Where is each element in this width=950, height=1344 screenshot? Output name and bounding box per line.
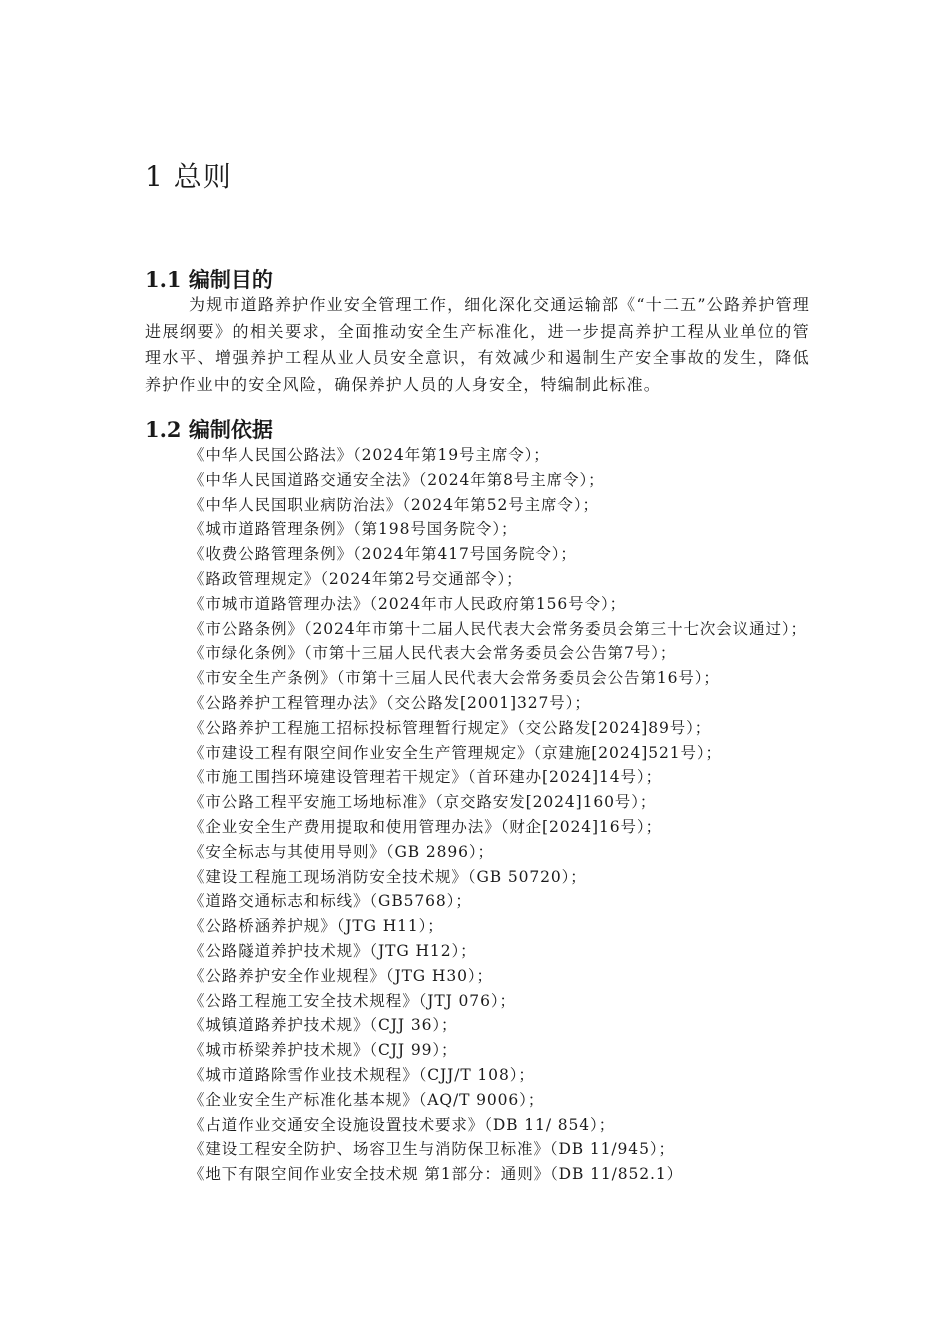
section-title-basis: 1.2 编制依据 — [145, 417, 273, 442]
basis-item: 《公路养护工程管理办法》（交公路发[2001]327号）； — [189, 693, 591, 712]
basis-item: 《收费公路管理条例》（2024年第417号国务院令）； — [189, 545, 577, 564]
basis-item: 《中华人民国道路交通安全法》（2024年第8号主席令）； — [189, 470, 605, 489]
basis-item: 《建设工程施工现场消防安全技术规》（GB 50720）； — [189, 867, 587, 886]
basis-item: 《城市桥梁养护技术规》（CJJ 99）； — [189, 1041, 458, 1060]
basis-item: 《公路隧道养护技术规》（JTG H12）； — [189, 941, 477, 960]
basis-item: 《市安全生产条例》（市第十三届人民代表大会常务委员会公告第16号）； — [189, 669, 720, 688]
basis-item: 《市建设工程有限空间作业安全生产管理规定》（京建施[2024]521号）； — [189, 743, 722, 762]
basis-list — [145, 443, 810, 1187]
basis-item: 《公路工程施工安全技术规程》（JTJ 076）； — [189, 991, 516, 1010]
basis-item: 《安全标志与其使用导则》（GB 2896）； — [189, 842, 494, 861]
basis-item: 《市施工围挡环境建设管理若干规定》（首环建办[2024]14号）； — [189, 768, 662, 787]
chapter-title: 1 总则 — [145, 160, 232, 193]
section-title-purpose: 1.1 编制目的 — [145, 267, 273, 292]
basis-item: 《城市道路管理条例》（第198号国务院令）； — [189, 520, 518, 539]
basis-item: 《城镇道路养护技术规》（CJJ 36）； — [189, 1016, 458, 1035]
basis-item: 《企业安全生产费用提取和使用管理办法》（财企[2024]16号）； — [189, 817, 662, 836]
basis-item: 《市公路工程平安施工场地标准》（京交路安发[2024]160号）； — [189, 793, 657, 812]
basis-item: 《中华人民国职业病防治法》（2024年第52号主席令）； — [189, 495, 599, 514]
basis-item: 《城市道路除雪作业技术规程》（CJJ/T 108）； — [189, 1065, 535, 1084]
basis-item: 《地下有限空间作业安全技术规 第1部分：通则》（DB 11/852.1） — [189, 1165, 684, 1184]
basis-item: 《中华人民国公路法》（2024年第19号主席令）； — [189, 446, 550, 464]
basis-item: 《公路养护安全作业规程》（JTG H30）； — [189, 966, 493, 985]
basis-item: 《建设工程安全防护、场容卫生与消防保卫标准》（DB 11/945）； — [189, 1140, 675, 1159]
basis-item: 《市城市道路管理办法》（2024年市人民政府第156号令）； — [189, 594, 627, 613]
basis-item: 《公路桥涵养护规》（JTG H11）； — [189, 917, 444, 936]
purpose-paragraph: 为规市道路养护作业安全管理工作，细化深化交通运输部《“十二五”公路养护管理进展纲要》的相关要求，全面推动安全生产标准化，进一步提高养护工程从业单位的管理水平、增强养护工程从业人员安全意识，有效减少和遏制生产安全事故的发生，降低养护作业中的安全风险，确保养护人员的人身安全，特编制此标准。 — [145, 295, 810, 394]
basis-item: 《企业安全生产标准化基本规》（AQ/T 9006）； — [189, 1090, 545, 1109]
basis-item: 《路政管理规定》（2024年第2号交通部令）； — [189, 569, 523, 588]
basis-item: 《市绿化条例》（市第十三届人民代表大会常务委员会公告第7号）； — [189, 644, 677, 663]
basis-item: 《公路养护工程施工招标投标管理暂行规定》（交公路发[2024]89号）； — [189, 718, 712, 737]
basis-item: 《占道作业交通安全设施设置技术要求》（DB 11/ 854）； — [189, 1115, 616, 1134]
basis-item: 《道路交通标志和标线》（GB5768）； — [189, 892, 472, 911]
basis-item: 《市公路条例》（2024年市第十二届人民代表大会常务委员会第三十七次会议通过）； — [189, 619, 807, 638]
